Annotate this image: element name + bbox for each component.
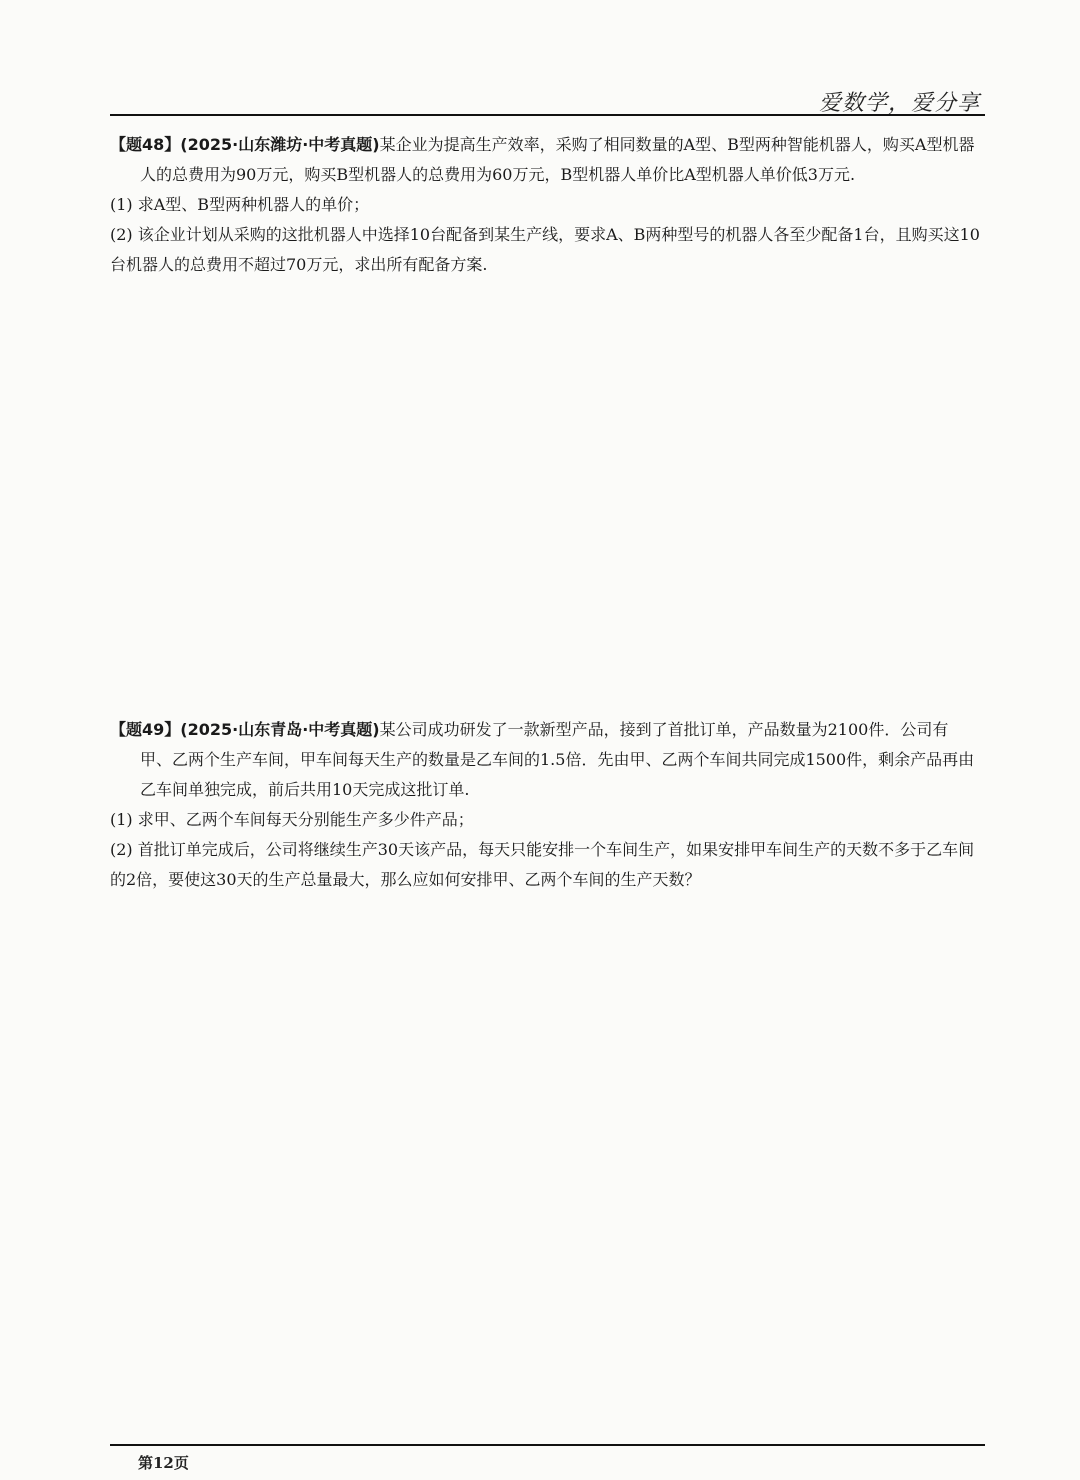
header-motto: 爱数学，爱分享: [818, 91, 980, 116]
problem-49-tag: 【题49】: [110, 720, 181, 739]
problem-48-part-1: (1) 求A型、B型两种机器人的单价；: [110, 195, 370, 214]
problem-48-stem: [110, 130, 980, 190]
problem-48-part-2: (2) 该企业计划从采购的这批机器人中选择10台配备到某生产线，要求A、B两种型号的机器人各至少配备1台，且购买这10台机器人的总费用不超过70万元，求出所有配备方案.: [110, 225, 980, 274]
problem-49-part-1: (1) 求甲、乙两个车间每天分别能生产多少件产品；: [110, 810, 474, 829]
problem-49-stem: [110, 715, 980, 805]
problem-48-text: 某企业为提高生产效率，采购了相同数量的A型、B型两种智能机器人，购买A型机器人的总费用为90万元，购买B型机器人的总费用为60万元，B型机器人单价比A型机器人单价低3万元.: [140, 135, 975, 184]
problem-49-part-2: (2) 首批订单完成后，公司将继续生产30天该产品，每天只能安排一个车间生产，如果安排甲车间生产的天数不多于乙车间的2倍，要使这30天的生产总量最大，那么应如何安排甲、乙两个车间的生产天数？: [110, 840, 975, 889]
problem-49: [110, 715, 980, 895]
problem-49-text: 某公司成功研发了一款新型产品，接到了首批订单，产品数量为2100件．公司有甲、乙两个生产车间，甲车间每天生产的数量是乙车间的1.5倍．先由甲、乙两个车间共同完成1500件，剩余产品再由乙车间单独完成，前后共用10天完成这批订单.: [140, 720, 975, 799]
problem-48-source: (2025·山东潍坊·中考真题): [180, 135, 380, 154]
problem-48-tag: 【题48】: [110, 135, 181, 154]
problem-49-source: (2025·山东青岛·中考真题): [180, 720, 380, 739]
footer-divider: [110, 1444, 985, 1446]
problem-48: [110, 130, 980, 280]
page-number: 第12页: [138, 1454, 189, 1472]
header-divider: [110, 114, 985, 116]
